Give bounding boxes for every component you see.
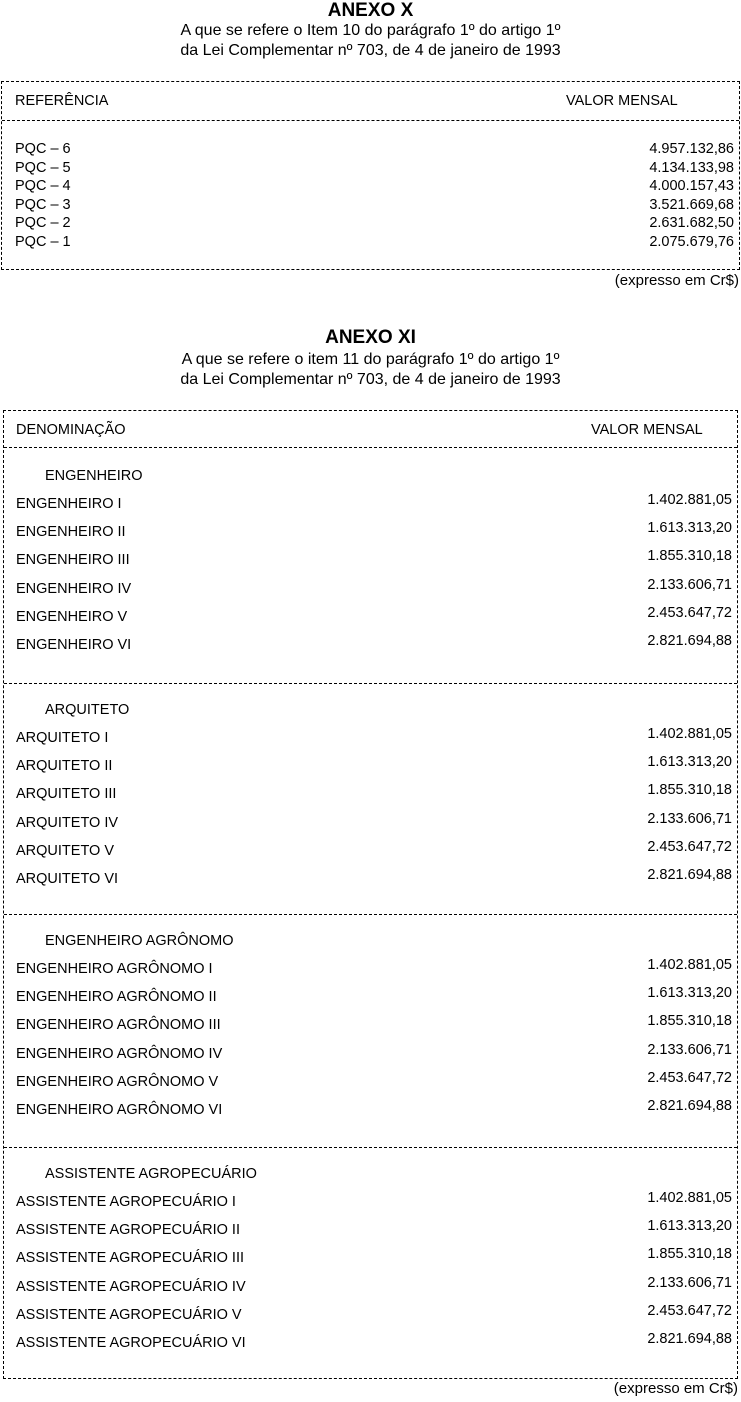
row-value: 1.613.313,20 (647, 985, 732, 1002)
row-value: 1.613.313,20 (647, 520, 732, 537)
header-denominacao: DENOMINAÇÃO (16, 422, 126, 438)
row-label: PQC – 6 (15, 141, 71, 157)
row-value: 1.855.310,18 (647, 548, 732, 565)
header-valor-mensal: VALOR MENSAL (591, 422, 703, 438)
row-value: 1.402.881,05 (647, 726, 732, 742)
row-value: 2.453.647,72 (647, 604, 732, 621)
row-label: ASSISTENTE AGROPECUÁRIO II (16, 1222, 240, 1239)
row-value: 2.453.647,72 (647, 838, 732, 855)
anexo-x-subtitle-line1: A que se refere o Item 10 do parágrafo 1º do artigo 1º (180, 22, 561, 39)
row-value: 2.133.606,71 (647, 810, 732, 827)
row-label: ENGENHEIRO AGRÔNOMO V (16, 1073, 219, 1090)
row-label: ENGENHEIRO III (16, 552, 130, 569)
row-label: PQC – 2 (15, 215, 71, 231)
anexo-xi-table (3, 410, 738, 1379)
row-value: 2.821.694,88 (647, 633, 732, 649)
row-label: ARQUITETO II (16, 758, 113, 775)
row-label: ASSISTENTE AGROPECUÁRIO V (16, 1306, 242, 1323)
row-value: 3.521.669,68 (649, 196, 734, 213)
header-divider (4, 447, 737, 448)
row-value: 2.631.682,50 (649, 215, 734, 231)
anexo-xi-subtitle-line1: A que se refere o item 11 do parágrafo 1º do artigo 1º (181, 351, 560, 368)
row-label: PQC – 5 (15, 159, 71, 176)
anexo-xi-title: ANEXO XI (325, 327, 416, 348)
header-valor-mensal: VALOR MENSAL (566, 93, 678, 109)
group-divider (4, 683, 737, 684)
row-value: 2.821.694,88 (647, 867, 732, 883)
row-label: ARQUITETO V (16, 842, 115, 859)
row-label: ENGENHEIRO AGRÔNOMO III (16, 1017, 221, 1034)
row-label: ENGENHEIRO VI (16, 637, 132, 653)
row-value: 2.075.679,76 (649, 233, 734, 250)
row-value: 2.133.606,71 (647, 1041, 732, 1058)
group-heading: ARQUITETO (45, 702, 130, 718)
header-referencia: REFERÊNCIA (15, 93, 109, 109)
anexo-x-footnote: (expresso em Cr$) (614, 272, 739, 289)
row-value: 2.133.606,71 (647, 1274, 732, 1291)
row-value: 1.855.310,18 (647, 1013, 732, 1030)
row-value: 2.821.694,88 (647, 1331, 732, 1347)
row-value: 4.957.132,86 (649, 141, 734, 157)
row-label: ASSISTENTE AGROPECUÁRIO III (16, 1250, 245, 1267)
row-label: PQC – 3 (15, 196, 71, 213)
row-label: ENGENHEIRO I (16, 496, 122, 512)
group-heading: ENGENHEIRO (45, 468, 143, 484)
row-value: 4.134.133,98 (649, 159, 734, 176)
row-value: 1.402.881,05 (647, 492, 732, 508)
row-value: 1.855.310,18 (647, 1246, 732, 1263)
row-label: ASSISTENTE AGROPECUÁRIO I (16, 1194, 236, 1210)
anexo-xi-subtitle-line2: da Lei Complementar nº 703, de 4 de janeiro de 1993 (180, 371, 561, 388)
row-label: ENGENHEIRO IV (16, 580, 132, 597)
group-heading: ENGENHEIRO AGRÔNOMO (45, 933, 234, 949)
row-label: ENGENHEIRO V (16, 608, 128, 625)
group-divider (4, 914, 737, 915)
row-label: ENGENHEIRO AGRÔNOMO VI (16, 1102, 223, 1118)
row-value: 1.613.313,20 (647, 1218, 732, 1235)
row-label: ARQUITETO IV (16, 814, 119, 831)
row-value: 1.402.881,05 (647, 1190, 732, 1206)
row-label: ENGENHEIRO II (16, 524, 126, 541)
anexo-x-table (1, 81, 740, 270)
row-value: 2.453.647,72 (647, 1069, 732, 1086)
row-value: 2.133.606,71 (647, 576, 732, 593)
row-value: 1.613.313,20 (647, 754, 732, 771)
anexo-x-subtitle-line2: da Lei Complementar nº 703, de 4 de janeiro de 1993 (180, 42, 561, 59)
row-label: ASSISTENTE AGROPECUÁRIO IV (16, 1278, 246, 1295)
row-label: ARQUITETO III (16, 786, 117, 803)
row-label: PQC – 1 (15, 233, 71, 250)
group-divider (4, 1147, 737, 1148)
header-divider (2, 120, 739, 121)
row-value: 1.855.310,18 (647, 782, 732, 799)
row-value: 1.402.881,05 (647, 957, 732, 973)
row-label: PQC – 4 (15, 178, 71, 194)
row-label: ASSISTENTE AGROPECUÁRIO VI (16, 1335, 246, 1351)
row-value: 4.000.157,43 (649, 178, 734, 194)
row-label: ARQUITETO I (16, 730, 109, 746)
row-value: 2.453.647,72 (647, 1302, 732, 1319)
row-value: 2.821.694,88 (647, 1098, 732, 1114)
row-label: ENGENHEIRO AGRÔNOMO IV (16, 1045, 223, 1062)
row-label: ENGENHEIRO AGRÔNOMO I (16, 961, 213, 977)
row-label: ENGENHEIRO AGRÔNOMO II (16, 989, 217, 1006)
row-label: ARQUITETO VI (16, 871, 119, 887)
anexo-x-title: ANEXO X (327, 0, 414, 21)
group-heading: ASSISTENTE AGROPECUÁRIO (45, 1166, 257, 1182)
anexo-xi-footnote: (expresso em Cr$) (613, 1380, 738, 1397)
